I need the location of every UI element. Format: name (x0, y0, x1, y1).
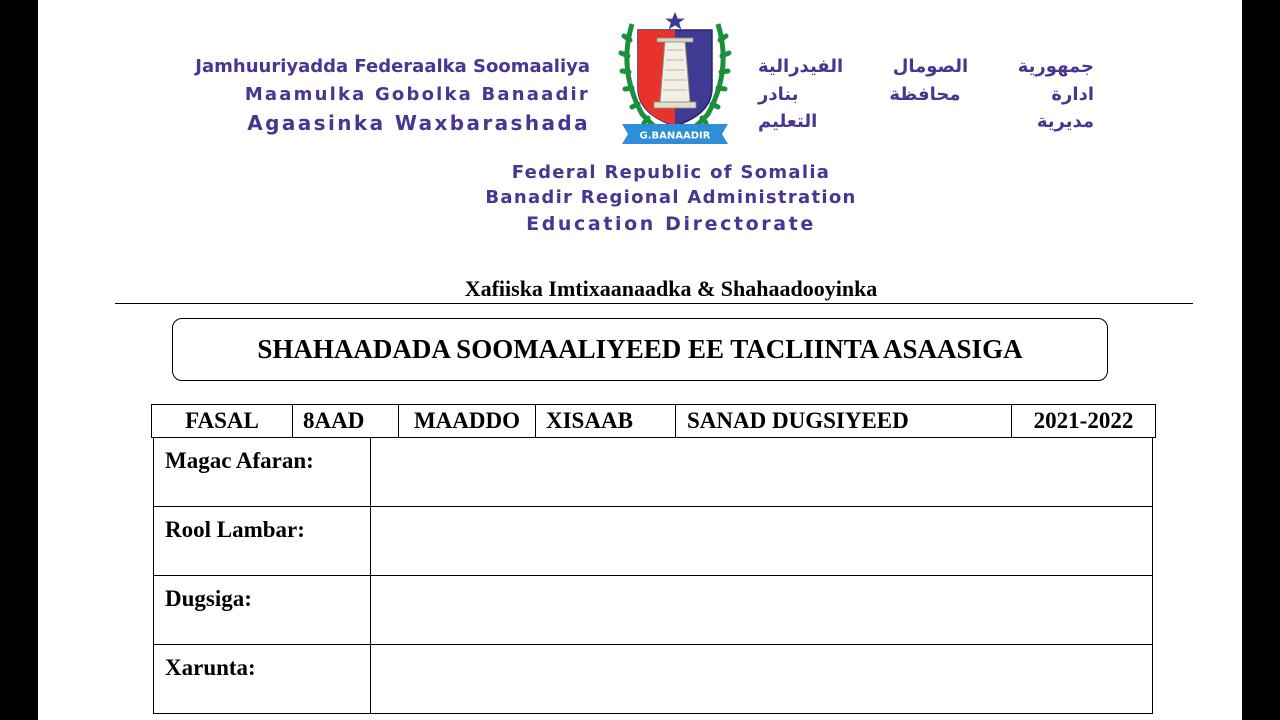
meta-cell-grade-value: 8AAD (293, 405, 399, 437)
header-somali-line-3: Agaasinka Waxbarashada (247, 111, 590, 135)
field-input-roll-number[interactable] (371, 507, 1153, 576)
exam-info-row (151, 404, 1156, 438)
field-label-school: Dugsiga: (154, 576, 371, 645)
table-row (154, 576, 1153, 645)
meta-cell-subject-value: XISAAB (536, 405, 676, 437)
emblem-tower (660, 40, 690, 102)
header-somali-line-2: Maamulka Gobolka Banaadir (244, 84, 590, 105)
field-input-full-name[interactable] (371, 438, 1153, 507)
header-english-line-3: Education Directorate (526, 213, 816, 235)
field-label-roll-number: Rool Lambar: (154, 507, 371, 576)
header-arabic-line-2: ادارة محافظة بنادر (758, 84, 1094, 105)
field-input-school[interactable] (371, 576, 1153, 645)
table-row (154, 438, 1153, 507)
field-label-centre: Xarunta: (154, 645, 371, 714)
certificate-title-box (172, 318, 1108, 381)
meta-cell-year-label: SANAD DUGSIYEED (676, 405, 1012, 437)
header-somali-line-1: Jamhuuriyadda Federaalka Soomaaliya (195, 56, 590, 77)
table-row (154, 507, 1153, 576)
banadir-emblem-logo (612, 10, 738, 152)
table-row (154, 645, 1153, 714)
meta-cell-year-value: 2021-2022 (1033, 408, 1134, 433)
field-label-full-name: Magac Afaran: (154, 438, 371, 507)
emblem-star-icon (665, 12, 685, 29)
header-english-line-2: Banadir Regional Administration (485, 187, 857, 208)
header-english-line-1: Federal Republic of Somalia (511, 162, 831, 183)
emblem-banner-text: G.BANAADIR (639, 130, 711, 142)
exam-sheet-page (38, 0, 1242, 720)
certificate-title: SHAHAADADA SOOMAALIYEED EE TACLIINTA ASAASIGA (257, 334, 1023, 364)
office-heading: Xafiiska Imtixaanaadka & Shahaadooyinka (464, 276, 878, 301)
header-arabic-line-3: مديرية التعليم (758, 111, 1094, 132)
student-info-table (153, 437, 1153, 714)
meta-cell-grade-label: FASAL (152, 405, 293, 437)
meta-cell-subject-label: MAADDO (399, 405, 536, 437)
header-arabic-line-1: جمهورية الصومال الفيدرالية (758, 56, 1094, 77)
field-input-centre[interactable] (371, 645, 1153, 714)
header-divider (115, 303, 1193, 304)
